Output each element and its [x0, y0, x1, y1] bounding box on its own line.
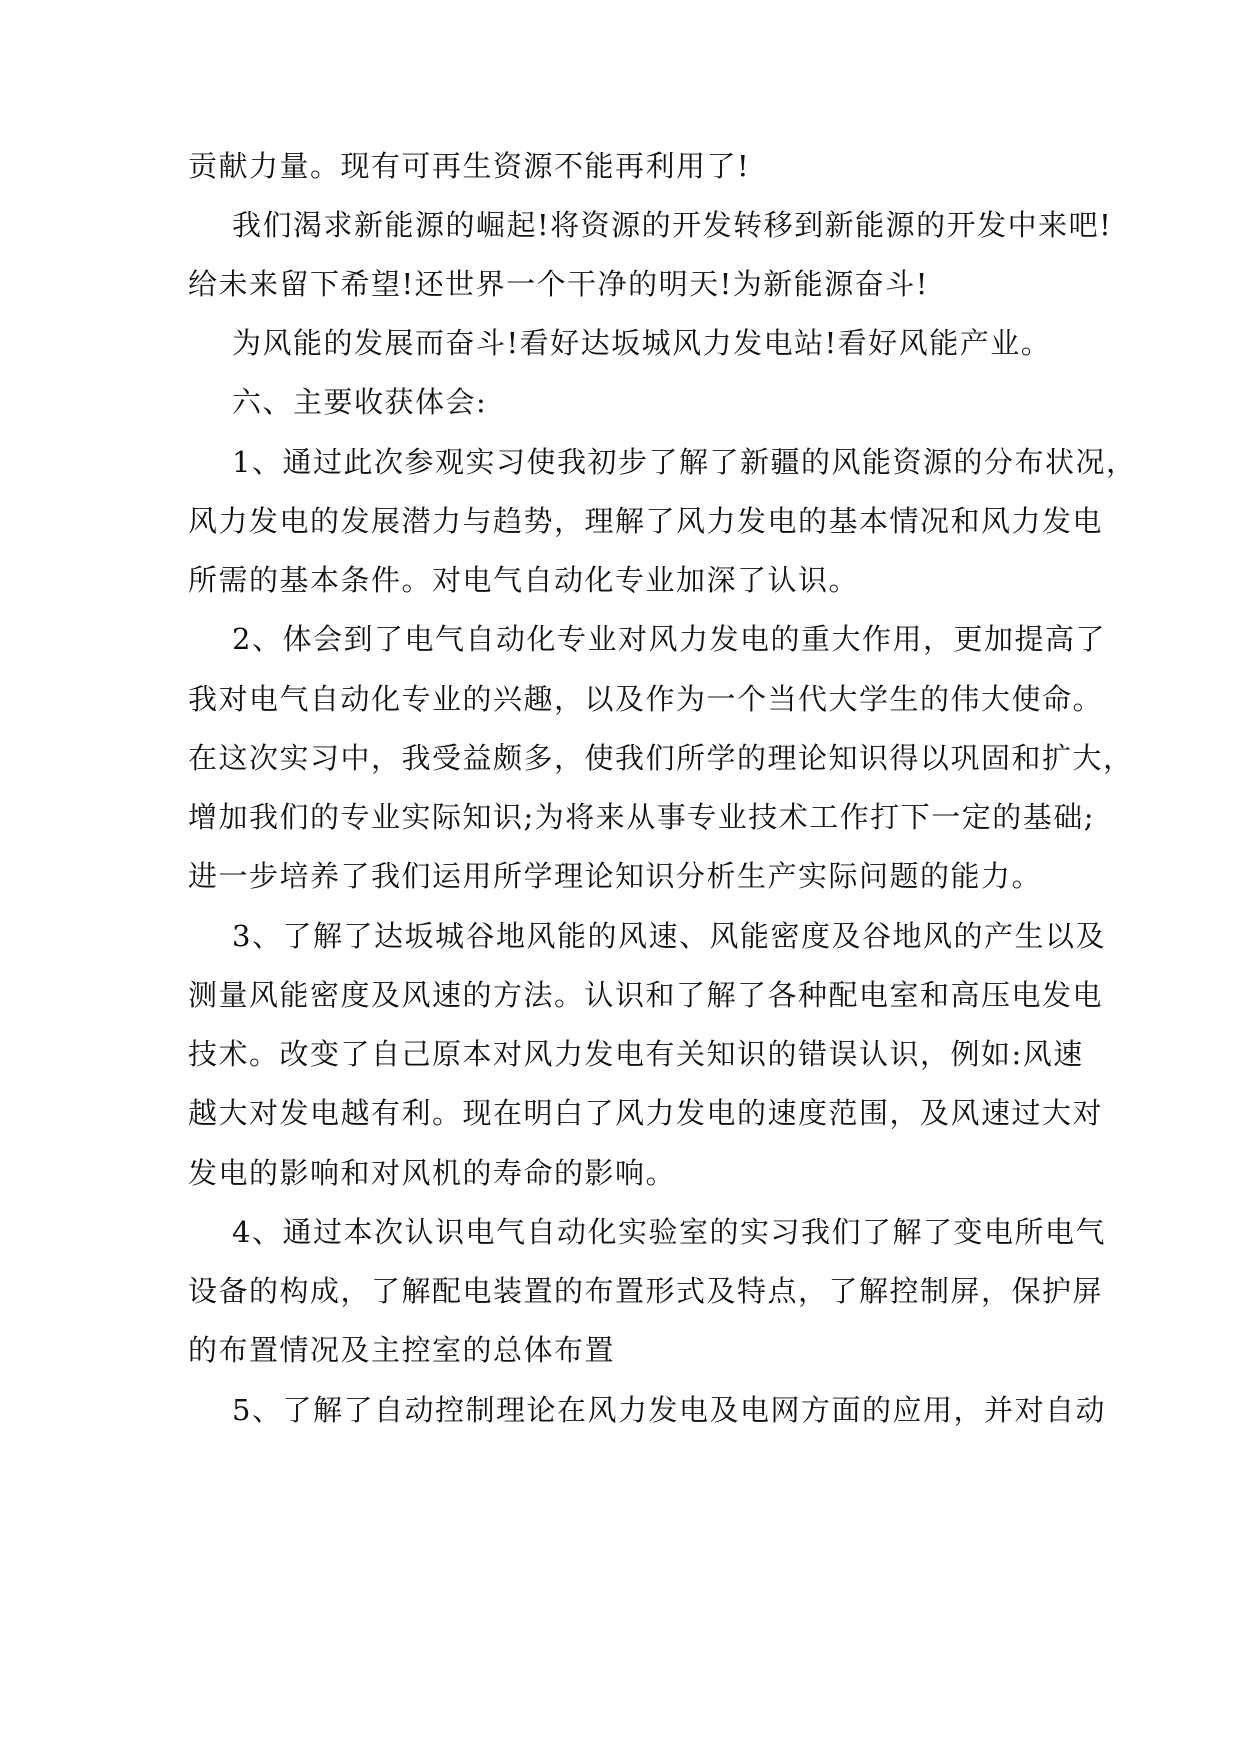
text-line: 风力发电的发展潜力与趋势，理解了风力发电的基本情况和风力发电 [188, 504, 1104, 538]
text-line: 越大对发电越有利。现在明白了风力发电的速度范围，及风速过大对 [188, 1096, 1104, 1130]
section-heading: 六、主要收获体会: [232, 385, 488, 419]
text-line: 测量风能密度及风速的方法。认识和了解了各种配电室和高压电发电 [188, 978, 1104, 1012]
text-line: 我对电气自动化专业的兴趣，以及作为一个当代大学生的伟大使命。 [188, 682, 1104, 716]
text-line: 技术。改变了自己原本对风力发电有关知识的错误认识，例如:风速 [188, 1037, 1084, 1071]
text-line: 3、了解了达坂城谷地风能的风速、风能密度及谷地风的产生以及 [232, 919, 1106, 953]
text-line: 的布置情况及主控室的总体布置 [188, 1333, 616, 1367]
text-line: 设备的构成，了解配电装置的布置形式及特点，了解控制屏，保护屏 [188, 1274, 1104, 1308]
text-line: 进一步培养了我们运用所学理论知识分析生产实际问题的能力。 [188, 859, 1043, 893]
text-line: 5、了解了自动控制理论在风力发电及电网方面的应用，并对自动 [232, 1393, 1106, 1427]
text-line: 所需的基本条件。对电气自动化专业加深了认识。 [188, 563, 860, 597]
text-line: 2、体会到了电气自动化专业对风力发电的重大作用，更加提高了 [232, 622, 1106, 656]
text-line: 1、通过此次参观实习使我初步了解了新疆的风能资源的分布状况， [232, 445, 1137, 479]
text-line: 给未来留下希望!还世界一个干净的明天!为新能源奋斗! [188, 267, 929, 301]
text-line: 4、通过本次认识电气自动化实验室的实习我们了解了变电所电气 [232, 1215, 1106, 1249]
text-line: 发电的影响和对风机的寿命的影响。 [188, 1156, 677, 1190]
text-line: 我们渴求新能源的崛起!将资源的开发转移到新能源的开发中来吧! [232, 208, 1113, 242]
text-line: 贡献力量。现有可再生资源不能再利用了! [188, 149, 751, 183]
text-line: 在这次实习中，我受益颇多，使我们所学的理论知识得以巩固和扩大， [188, 741, 1134, 775]
text-line: 增加我们的专业实际知识;为将来从事专业技术工作打下一定的基础; [188, 800, 1096, 834]
text-line: 为风能的发展而奋斗!看好达坂城风力发电站!看好风能产业。 [232, 326, 1052, 360]
